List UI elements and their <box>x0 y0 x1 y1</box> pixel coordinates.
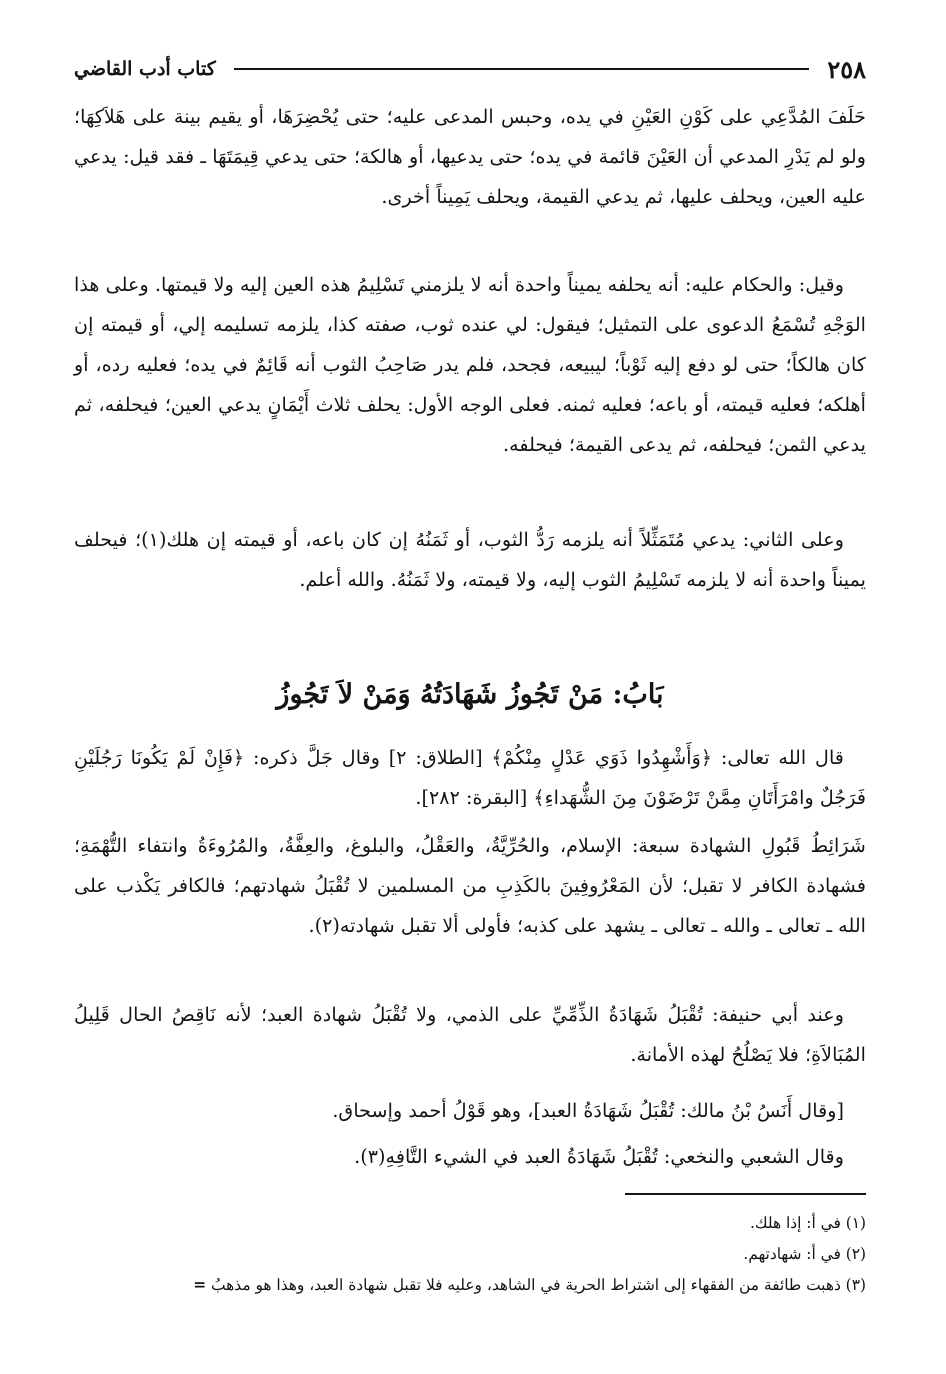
running-title: كتاب أدب القاضي <box>74 58 216 80</box>
section-paragraph-4 <box>74 1091 866 1131</box>
paragraph-text: حَلَفَ المُدَّعِي على كَوْنِ العَيْنِ في يده، وحبس المدعى عليه؛ حتى يُحْضِرَهَا، أو يقيم بينة على هَلاَكِهَا؛ ولو لم يَدْرِ المدعي أن العَيْنَ قائمة في يده؛ حتى يدعيها، أو هالكة؛ حتى يدعي قِيمَتَهَا ـ فقد قيل: يدعي عليه العين، ويحلف عليها، ثم يدعي القيمة، ويحلف يَمِيناً أخرى. <box>74 105 866 208</box>
paragraph-text: شَرَائِطُ قَبُولِ الشهادة سبعة: الإسلام، والحُرِّيَّةُ، والعَقْلُ، والبلوغ، والعِفَّةُ، والمُرُوءَةُ وانتفاء التُّهْمَةِ؛ فشهادة الكافر لا تقبل؛ لأن المَعْرُوفِينَ بالكَذِبِ من المسلمين لا تُقْبَلُ شهادتهم؛ فالكافر يَكْذب على الله ـ تعالى ـ والله ـ تعالى ـ يشهد على كذبه؛ فأولى ألا تقبل شهادته(٢). <box>74 834 866 937</box>
footnote-3 <box>40 1270 866 1301</box>
paragraph-text: وقيل: والحكام عليه: أنه يحلفه يميناً واحدة أنه لا يلزمني تَسْلِيمُ هذه العين إليه ولا قيمتها. وعلى هذا الوَجْهِ تُسْمَعُ الدعوى على التمثيل؛ فيقول: لي عنده ثوب، صفته كذا، يلزمه تسليمه إلي، أو قيمته إن كان هالكاً؛ حتى لو دفع إليه ثَوْباً؛ ليبيعه، فجحد، فلم يدر صَاحِبُ الثوب أنه قَائِمٌ في يده؛ فعليه رده، أو أهلكه؛ فعليه قيمته، أو باعه؛ فعليه ثمنه. فعلى الوجه الأول: يحلف ثلاث أَيْمَانٍ يدعي العين؛ فيحلفه، ثم يدعي الثمن؛ فيحلفه، ثم يدعى القيمة؛ فيحلفه. <box>74 273 866 456</box>
footnote-2: (٢) في أ: شهادتهم. <box>743 1245 866 1263</box>
continuation-marker: = <box>193 1276 207 1294</box>
footnotes <box>40 1208 866 1301</box>
page-number: ٢٥٨ <box>827 54 866 84</box>
body-paragraph-2 <box>74 265 866 465</box>
paragraph-text: وعلى الثاني: يدعي مُتَمَثِّلاً أنه يلزمه رَدُّ الثوب، أو ثَمَنُهُ إن كان باعه، أو قيمته إن هلك(١)؛ فيحلف يميناً واحدة أنه لا يلزمه تَسْلِيمُ الثوب إليه، ولا قيمته، ولا ثَمَنُهُ. والله أعلم. <box>74 528 866 591</box>
paragraph-text: وقال الشعبي والنخعي: تُقْبَلُ شَهَادَةُ العبد في الشيء التَّافِهِ(٣). <box>354 1145 844 1168</box>
section-paragraph-3 <box>74 995 866 1075</box>
footnote-3-text: (٣) ذهبت طائفة من الفقهاء إلى اشتراط الحرية في الشاهد، وعليه فلا تقبل شهادة العبد، وهذا هو مذهبُ <box>211 1276 866 1294</box>
paragraph-text: [وقال أَنَسُ بْنُ مالك: تُقْبَلُ شَهَادَةُ العبد]، وهو قَوْلُ أحمد وإسحاق. <box>332 1099 844 1122</box>
section-paragraph-2 <box>74 826 866 946</box>
section-heading: بَابُ: مَنْ تَجُوزُ شَهَادَتُهُ وَمَنْ لاَ تَجُوزُ <box>276 679 664 710</box>
page-header <box>74 52 866 86</box>
body-paragraph-1 <box>74 97 866 217</box>
section-paragraph-5 <box>74 1137 866 1177</box>
header-rule <box>234 68 810 70</box>
body-paragraph-3 <box>74 520 866 600</box>
footnote-separator <box>625 1193 866 1195</box>
paragraph-text: قال الله تعالى: ﴿وَأَشْهِدُوا ذَوَي عَدْلٍ مِنْكُمْ﴾ [الطلاق: ٢] وقال جَلَّ ذكره: ﴿فَإِنْ لَمْ يَكُونَا رَجُلَيْنِ فَرَجُلٌ وامْرَأَتَانِ مِمَّنْ تَرْضَوْنَ مِنَ الشُّهَداءِ﴾ [البقرة: ٢٨٢]. <box>74 746 866 809</box>
footnote-1: (١) في أ: إذا هلك. <box>750 1214 866 1232</box>
section-paragraph-1 <box>74 738 866 818</box>
paragraph-text: وعند أبي حنيفة: تُقْبَلُ شَهَادَةُ الذِّمِّيِّ على الذمي، ولا تُقْبَلُ شهادة العبد؛ لأنه نَاقِصُ الحال قَلِيلُ المُبَالاَةِ؛ فلا يَصْلُحُ لهذه الأمانة. <box>74 1003 866 1066</box>
